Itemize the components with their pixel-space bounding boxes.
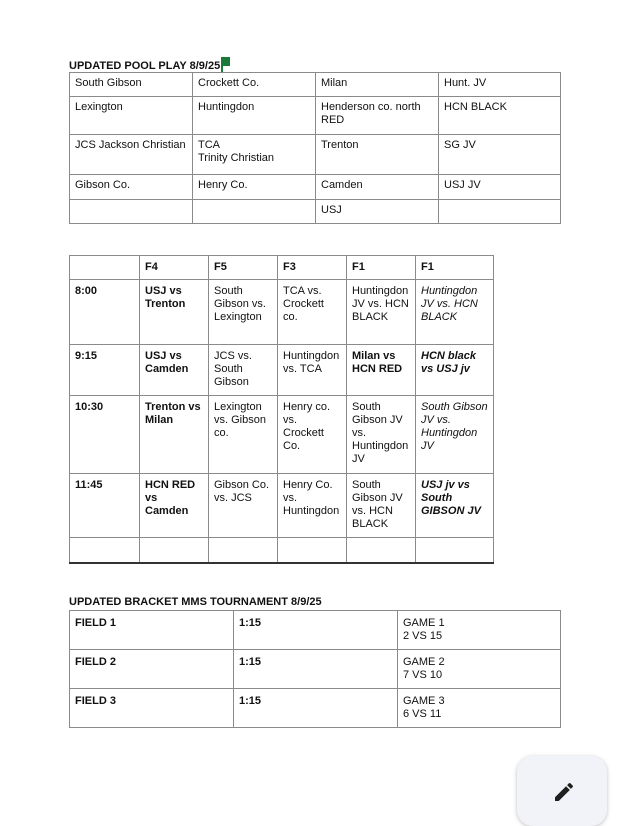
game-label: GAME 1	[403, 617, 445, 629]
time-cell[interactable]: 1:15	[234, 611, 398, 650]
table-row	[70, 200, 561, 224]
table-row	[70, 280, 494, 345]
game-cell[interactable]: South Gibson JV vs. Huntingdon JV	[416, 396, 494, 474]
table-cell[interactable]	[193, 200, 316, 224]
time-cell[interactable]: 10:30	[70, 396, 140, 474]
table-cell[interactable]	[278, 538, 347, 563]
game-cell[interactable]: USJ vs Trenton	[140, 280, 209, 345]
table-row	[70, 175, 561, 200]
table-cell[interactable]: Hunt. JV	[439, 73, 561, 97]
game-cell[interactable]: Gibson Co. vs. JCS	[209, 474, 278, 538]
header-cell[interactable]: F3	[278, 256, 347, 280]
time-cell[interactable]: 1:15	[234, 650, 398, 689]
game-cell[interactable]: Henry Co. vs. Huntingdon	[278, 474, 347, 538]
header-cell[interactable]: F4	[140, 256, 209, 280]
time-cell[interactable]: 1:15	[234, 689, 398, 728]
header-cell[interactable]: F5	[209, 256, 278, 280]
table-row	[70, 538, 494, 563]
table-cell[interactable]: Henderson co. north RED	[316, 97, 439, 135]
table-cell[interactable]: USJ	[316, 200, 439, 224]
game-label: GAME 3	[403, 695, 445, 707]
table-cell[interactable]	[416, 538, 494, 563]
field-cell[interactable]: FIELD 2	[70, 650, 234, 689]
table-cell[interactable]	[439, 200, 561, 224]
game-cell[interactable]: South Gibson JV vs. Huntingdon JV	[347, 396, 416, 474]
table-cell[interactable]: SG JV	[439, 135, 561, 175]
bracket-heading: UPDATED BRACKET MMS TOURNAMENT 8/9/25	[69, 596, 322, 608]
table-row	[70, 73, 561, 97]
field-cell[interactable]: FIELD 1	[70, 611, 234, 650]
table-cell[interactable]: Trenton	[316, 135, 439, 175]
bracket-table	[69, 610, 561, 728]
time-cell[interactable]: 8:00	[70, 280, 140, 345]
table-cell[interactable]: Crockett Co.	[193, 73, 316, 97]
table-cell[interactable]	[140, 538, 209, 563]
game-cell[interactable]: South Gibson vs. Lexington	[209, 280, 278, 345]
table-cell[interactable]: South Gibson	[70, 73, 193, 97]
table-cell[interactable]: Henry Co.	[193, 175, 316, 200]
matchup-label: 6 VS 11	[403, 708, 442, 720]
table-cell[interactable]	[347, 538, 416, 563]
game-cell[interactable]	[398, 689, 561, 728]
table-row	[70, 689, 561, 728]
game-cell[interactable]: Huntingdon JV vs. HCN BLACK	[347, 280, 416, 345]
table-cell[interactable]: USJ JV	[439, 175, 561, 200]
pool-play-heading: UPDATED POOL PLAY 8/9/25	[69, 57, 223, 73]
text-cursor-icon[interactable]	[221, 57, 223, 73]
matchup-label: 7 VS 10	[403, 669, 443, 681]
game-cell[interactable]: HCN black vs USJ jv	[416, 345, 494, 396]
game-cell[interactable]: Huntingdon vs. TCA	[278, 345, 347, 396]
table-cell[interactable]: Camden	[316, 175, 439, 200]
game-cell[interactable]: Lexington vs. Gibson co.	[209, 396, 278, 474]
pool-play-table	[69, 72, 561, 224]
table-cell[interactable]	[209, 538, 278, 563]
table-row	[70, 396, 494, 474]
game-cell[interactable]: Huntingdon JV vs. HCN BLACK	[416, 280, 494, 345]
game-cell[interactable]	[398, 650, 561, 689]
game-cell[interactable]: Henry co. vs. Crockett Co.	[278, 396, 347, 474]
game-cell[interactable]: Milan vs HCN RED	[347, 345, 416, 396]
table-row	[70, 135, 561, 175]
game-cell[interactable]: USJ jv vs South GIBSON JV	[416, 474, 494, 538]
time-cell[interactable]: 11:45	[70, 474, 140, 538]
table-cell[interactable]: HCN BLACK	[439, 97, 561, 135]
game-cell[interactable]: Trenton vs Milan	[140, 396, 209, 474]
game-schedule-table	[69, 255, 494, 564]
header-cell[interactable]	[70, 256, 140, 280]
game-cell[interactable]: HCN RED vs Camden	[140, 474, 209, 538]
table-cell[interactable]: Gibson Co.	[70, 175, 193, 200]
time-cell[interactable]: 9:15	[70, 345, 140, 396]
header-cell[interactable]: F1	[416, 256, 494, 280]
edit-button[interactable]	[517, 756, 607, 826]
table-row	[70, 474, 494, 538]
table-cell[interactable]: Milan	[316, 73, 439, 97]
table-cell[interactable]: TCA Trinity Christian	[193, 135, 316, 175]
field-cell[interactable]: FIELD 3	[70, 689, 234, 728]
table-header-row	[70, 256, 494, 280]
table-row	[70, 611, 561, 650]
table-cell[interactable]: Lexington	[70, 97, 193, 135]
game-cell[interactable]: TCA vs. Crockett co.	[278, 280, 347, 345]
table-row	[70, 345, 494, 396]
table-cell[interactable]	[70, 538, 140, 563]
table-cell[interactable]: Huntingdon	[193, 97, 316, 135]
table-cell[interactable]	[70, 200, 193, 224]
game-cell[interactable]	[398, 611, 561, 650]
game-cell[interactable]: JCS vs. South Gibson	[209, 345, 278, 396]
table-row	[70, 97, 561, 135]
table-cell[interactable]: JCS Jackson Christian	[70, 135, 193, 175]
pencil-icon	[552, 780, 576, 804]
game-cell[interactable]: South Gibson JV vs. HCN BLACK	[347, 474, 416, 538]
game-cell[interactable]: USJ vs Camden	[140, 345, 209, 396]
table-row	[70, 650, 561, 689]
header-cell[interactable]: F1	[347, 256, 416, 280]
game-label: GAME 2	[403, 656, 445, 668]
matchup-label: 2 VS 15	[403, 630, 443, 642]
